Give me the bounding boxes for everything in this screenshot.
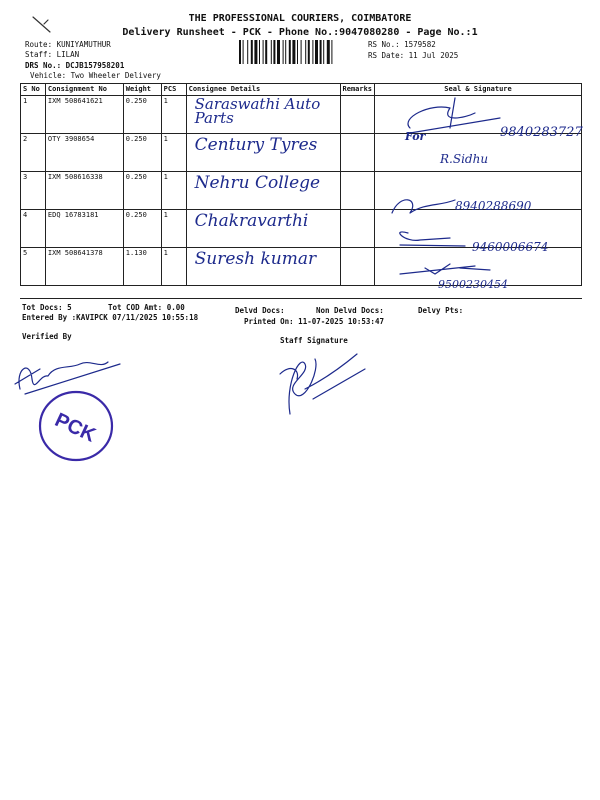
barcode-bar [285, 40, 286, 64]
delvd-docs: Delvd Docs: [235, 306, 285, 315]
drs-number [25, 61, 124, 70]
phone-handwriting-1: 9840283727 [500, 125, 583, 140]
cell-consignment: EDQ 16783181 [45, 210, 123, 248]
cell-pcs: 1 [161, 172, 186, 210]
cell-remarks [340, 96, 375, 134]
consignee-handwriting: Century Tyres [194, 135, 318, 155]
cell-consignee [186, 134, 340, 172]
barcode [237, 40, 361, 64]
barcode-bar [312, 40, 313, 64]
rs-date: RS Date: 11 Jul 2025 [368, 51, 459, 60]
non-delvd-docs: Non Delvd Docs: [316, 306, 384, 315]
barcode-bar [263, 40, 264, 64]
cell-consignment: IXM 508641378 [45, 248, 123, 286]
col-sno: S No [21, 84, 46, 96]
signature-1-text: For [405, 130, 426, 143]
barcode-bar [292, 40, 295, 64]
stamp-text: PCK [51, 408, 99, 447]
cell-weight: 0.250 [123, 172, 161, 210]
tot-cod-amt: Tot COD Amt: 0.00 [108, 303, 185, 312]
cell-pcs: 1 [161, 96, 186, 134]
route-text: Route: KUNIYAMUTHUR [25, 40, 111, 49]
cell-sno: 4 [21, 210, 46, 248]
barcode-bar [251, 40, 253, 64]
barcode-bar [301, 40, 302, 64]
barcode-bar [305, 40, 306, 64]
barcode-bar [315, 40, 318, 64]
barcode-bar [331, 40, 332, 64]
entered-by: Entered By :KAVIPCK 07/11/2025 10:55:18 [22, 313, 199, 322]
col-consignment: Consignment No [45, 84, 123, 96]
cell-weight: 0.250 [123, 134, 161, 172]
barcode-bar [243, 40, 244, 64]
cell-weight: 1.130 [123, 248, 161, 286]
drs-value: DCJB157958201 [65, 61, 125, 70]
staff-signature [275, 344, 370, 416]
barcode-bar [308, 40, 310, 64]
consignee-handwriting: Chakravarthi [194, 211, 309, 231]
tot-docs: Tot Docs: 5 [22, 303, 72, 312]
verified-by-label: Verified By [22, 332, 72, 341]
phone-handwriting-5: 9500230454 [438, 278, 508, 291]
drs-label: DRS No.: [25, 61, 62, 70]
col-seal-signature: Seal & Signature [375, 84, 582, 96]
runsheet-title: Delivery Runsheet - PCK - Phone No.:9047080280 - Page No.:1 [122, 27, 478, 38]
col-remarks: Remarks [340, 84, 375, 96]
barcode-bar [320, 40, 322, 64]
barcode-bar [247, 40, 248, 64]
col-weight: Weight [123, 84, 161, 96]
barcode-bar [283, 40, 284, 64]
cell-weight: 0.250 [123, 210, 161, 248]
cell-sno: 2 [21, 134, 46, 172]
barcode-bar [254, 40, 257, 64]
cell-remarks [340, 134, 375, 172]
cell-consignment: IXM 508641621 [45, 96, 123, 134]
pck-stamp [36, 388, 116, 464]
printed-on: Printed On: 11-07-2025 10:53:47 [244, 317, 384, 326]
barcode-bar [327, 40, 330, 64]
staff-text: Staff: LILAN [25, 50, 80, 59]
cell-pcs: 1 [161, 248, 186, 286]
consignee-handwriting: Nehru College [194, 173, 321, 193]
consignee-handwriting: Saraswathi Auto Parts [194, 95, 321, 127]
barcode-bar [323, 40, 324, 64]
cell-pcs: 1 [161, 134, 186, 172]
barcode-bar [289, 40, 291, 64]
cell-consignment: IXM 508616338 [45, 172, 123, 210]
receiver-signature-3 [392, 200, 455, 213]
col-pcs: PCS [161, 84, 186, 96]
phone-handwriting-3: 8940288690 [455, 199, 532, 213]
barcode-bar [239, 40, 241, 64]
cell-sno: 1 [21, 96, 46, 134]
barcode-bar [277, 40, 280, 64]
cell-remarks [340, 210, 375, 248]
receiver-signature-5 [400, 264, 490, 274]
consignee-handwriting: Suresh kumar [194, 249, 317, 269]
signature-overlay [380, 88, 590, 298]
cell-consignment: OTY 3908654 [45, 134, 123, 172]
cell-remarks [340, 172, 375, 210]
rs-number: RS No.: 1579582 [368, 40, 436, 49]
barcode-bar [259, 40, 260, 64]
signature-2-text: R.Sidhu [440, 152, 489, 166]
company-title: THE PROFESSIONAL COURIERS, COIMBATORE [188, 13, 412, 24]
staff-signature-label: Staff Signature [280, 336, 348, 345]
cell-consignee [186, 248, 340, 286]
col-consignee: Consignee Details [186, 84, 340, 96]
cell-consignee [186, 210, 340, 248]
cell-remarks [340, 248, 375, 286]
footer-divider [20, 298, 582, 299]
cell-sno: 3 [21, 172, 46, 210]
phone-handwriting-4: 9460006674 [472, 240, 549, 254]
cell-weight: 0.250 [123, 96, 161, 134]
cell-sno: 5 [21, 248, 46, 286]
receiver-signature-1 [408, 98, 500, 133]
vehicle-text: Vehicle: Two Wheeler Delivery [30, 71, 161, 80]
barcode-bar [297, 40, 298, 64]
barcode-bar [273, 40, 275, 64]
cell-pcs: 1 [161, 210, 186, 248]
receiver-signature-4 [400, 232, 465, 246]
cell-consignee [186, 172, 340, 210]
barcode-bar [271, 40, 272, 64]
delvy-pts: Delvy Pts: [418, 306, 464, 315]
cell-consignee [186, 96, 340, 134]
barcode-bar [265, 40, 267, 64]
